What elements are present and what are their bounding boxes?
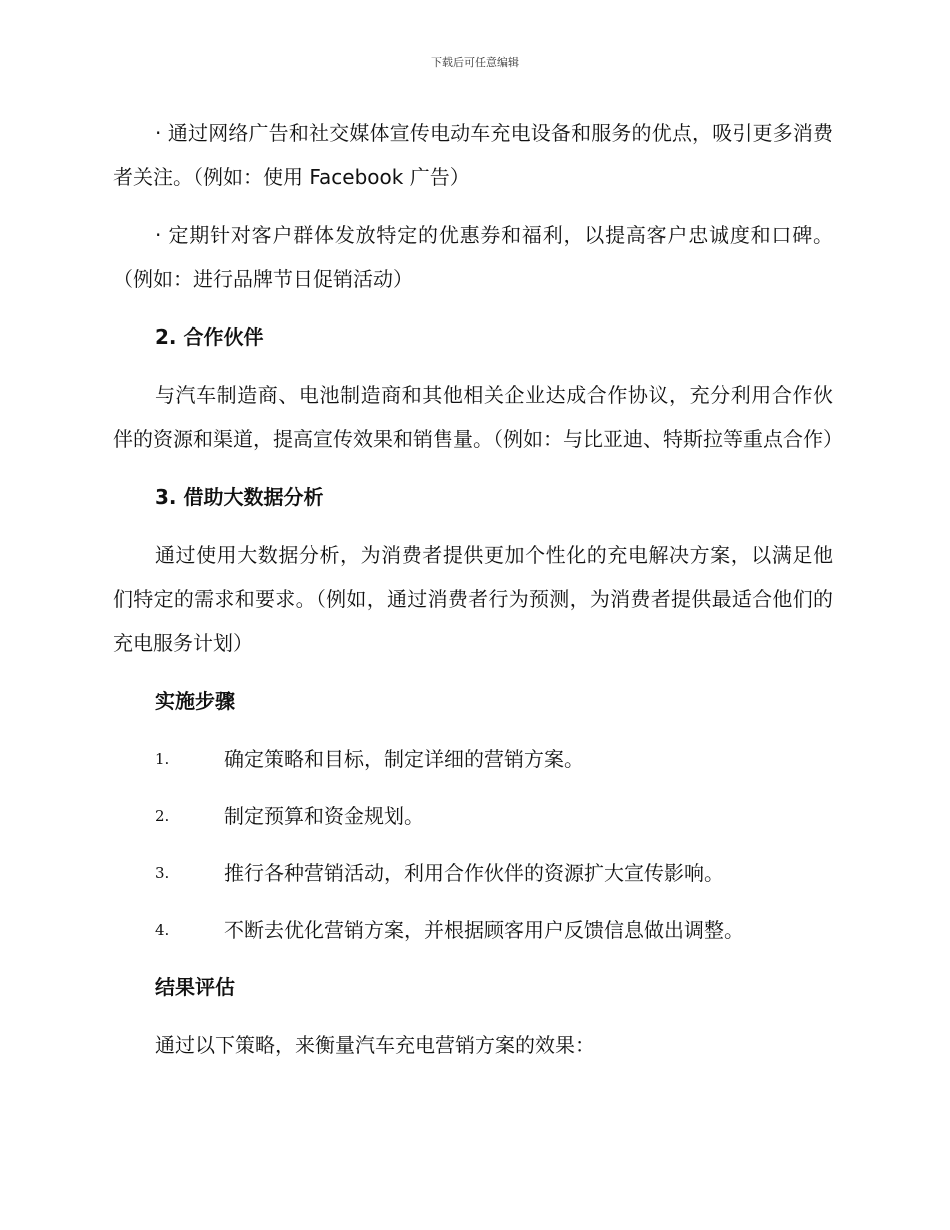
section-paragraph-results: 通过以下策略，来衡量汽车充电营销方案的效果： bbox=[155, 1033, 595, 1057]
section-heading-partners: 2. 合作伙伴 bbox=[155, 325, 264, 349]
step-item bbox=[113, 794, 833, 838]
step-text: 不断去优化营销方案，并根据顾客用户反馈信息做出调整。 bbox=[224, 918, 744, 942]
bullet-paragraph-1: · 通过网络广告和社交媒体宣传电动车充电设备和服务的优点，吸引更多消费者关注。（例如：使用 Facebook 广告） bbox=[113, 121, 833, 189]
step-number: 2. bbox=[155, 807, 170, 825]
page-header: 下载后可任意编辑 bbox=[431, 56, 519, 69]
step-text: 制定预算和资金规划。 bbox=[224, 804, 424, 828]
section-paragraph-big-data: 通过使用大数据分析，为消费者提供更加个性化的充电解决方案，以满足他们特定的需求和要求。（例如，通过消费者行为预测，为消费者提供最适合他们的充电服务计划） bbox=[113, 543, 833, 655]
step-item bbox=[113, 908, 833, 952]
step-item bbox=[113, 737, 833, 781]
document-body bbox=[113, 111, 843, 1081]
section-heading-big-data: 3. 借助大数据分析 bbox=[155, 485, 324, 509]
section-paragraph-partners: 与汽车制造商、电池制造商和其他相关企业达成合作协议，充分利用合作伙伴的资源和渠道，提高宣传效果和销售量。（例如：与比亚迪、特斯拉等重点合作） bbox=[113, 383, 843, 451]
step-number: 3. bbox=[155, 864, 170, 882]
step-number: 4. bbox=[155, 921, 170, 939]
step-number: 1. bbox=[155, 750, 170, 768]
step-text: 推行各种营销活动，利用合作伙伴的资源扩大宣传影响。 bbox=[224, 861, 724, 885]
step-text: 确定策略和目标，制定详细的营销方案。 bbox=[224, 747, 584, 771]
bullet-paragraph-2: · 定期针对客户群体发放特定的优惠券和福利，以提高客户忠诚度和口碑。（例如：进行品牌节日促销活动） bbox=[113, 223, 833, 291]
section-heading-results: 结果评估 bbox=[155, 975, 235, 999]
section-heading-steps: 实施步骤 bbox=[155, 689, 235, 713]
step-item bbox=[113, 851, 833, 895]
